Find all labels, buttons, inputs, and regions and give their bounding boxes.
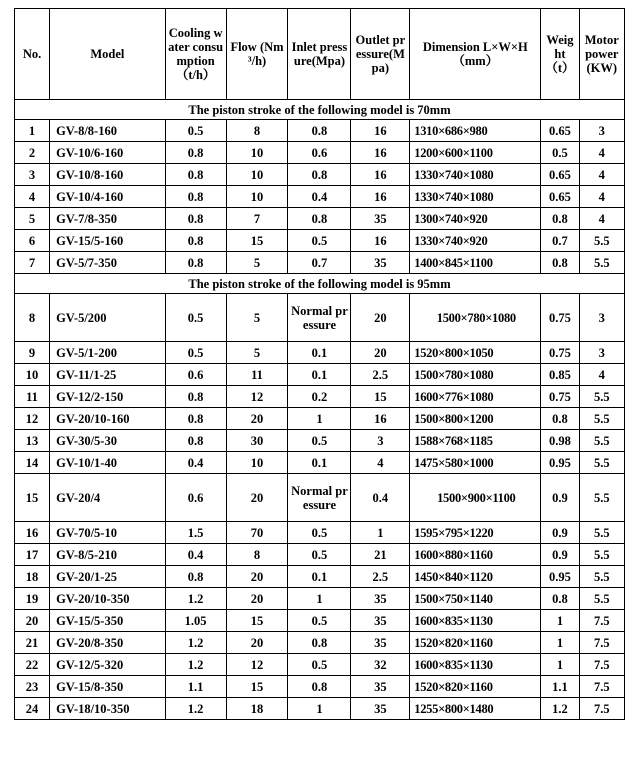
cell-outlet: 16 (351, 164, 410, 186)
cell-no: 11 (15, 386, 50, 408)
cell-no: 17 (15, 544, 50, 566)
cell-model: GV-15/5-350 (50, 610, 166, 632)
cell-no: 22 (15, 654, 50, 676)
cell-motor: 5.5 (579, 474, 624, 522)
cell-inlet: 0.1 (288, 364, 351, 386)
cell-motor: 7.5 (579, 676, 624, 698)
cell-model: GV-5/200 (50, 294, 166, 342)
cell-weight: 0.75 (541, 294, 579, 342)
cell-inlet: 0.5 (288, 430, 351, 452)
cell-motor: 5.5 (579, 386, 624, 408)
cell-dimension: 1400×845×1100 (410, 252, 541, 274)
header-row (15, 9, 625, 100)
cell-cooling: 0.8 (165, 430, 226, 452)
table-row (15, 452, 625, 474)
cell-cooling: 0.8 (165, 208, 226, 230)
section-title: The piston stroke of the following model is 70mm (15, 100, 625, 120)
table-row (15, 164, 625, 186)
cell-outlet: 35 (351, 610, 410, 632)
cell-motor: 5.5 (579, 252, 624, 274)
cell-flow: 7 (226, 208, 288, 230)
cell-cooling: 0.8 (165, 186, 226, 208)
cell-flow: 10 (226, 142, 288, 164)
cell-cooling: 0.4 (165, 544, 226, 566)
cell-motor: 5.5 (579, 544, 624, 566)
cell-outlet: 2.5 (351, 566, 410, 588)
cell-weight: 0.9 (541, 522, 579, 544)
cell-no: 15 (15, 474, 50, 522)
table-row (15, 632, 625, 654)
cell-model: GV-8/8-160 (50, 120, 166, 142)
cell-flow: 11 (226, 364, 288, 386)
cell-outlet: 16 (351, 408, 410, 430)
cell-inlet: 0.1 (288, 566, 351, 588)
cell-motor: 5.5 (579, 588, 624, 610)
cell-outlet: 16 (351, 186, 410, 208)
cell-weight: 0.75 (541, 342, 579, 364)
cell-motor: 5.5 (579, 522, 624, 544)
cell-dimension: 1475×580×1000 (410, 452, 541, 474)
cell-inlet: 0.4 (288, 186, 351, 208)
table-row (15, 544, 625, 566)
cell-inlet: 0.6 (288, 142, 351, 164)
cell-inlet: Normal pressure (288, 474, 351, 522)
cell-dimension: 1500×780×1080 (410, 364, 541, 386)
header-motor: Motor power (KW) (579, 9, 624, 100)
cell-dimension: 1300×740×920 (410, 208, 541, 230)
cell-weight: 0.5 (541, 142, 579, 164)
cell-dimension: 1500×800×1200 (410, 408, 541, 430)
cell-motor: 5.5 (579, 408, 624, 430)
cell-dimension: 1595×795×1220 (410, 522, 541, 544)
cell-dimension: 1450×840×1120 (410, 566, 541, 588)
cell-no: 19 (15, 588, 50, 610)
cell-weight: 0.7 (541, 230, 579, 252)
section-header-row (15, 100, 625, 120)
cell-flow: 20 (226, 408, 288, 430)
cell-inlet: 0.5 (288, 610, 351, 632)
cell-cooling: 0.8 (165, 252, 226, 274)
table-row (15, 566, 625, 588)
cell-flow: 10 (226, 452, 288, 474)
cell-dimension: 1588×768×1185 (410, 430, 541, 452)
cell-outlet: 20 (351, 342, 410, 364)
cell-cooling: 0.5 (165, 120, 226, 142)
cell-motor: 7.5 (579, 654, 624, 676)
cell-cooling: 0.6 (165, 474, 226, 522)
cell-dimension: 1520×820×1160 (410, 676, 541, 698)
cell-model: GV-20/8-350 (50, 632, 166, 654)
cell-flow: 15 (226, 610, 288, 632)
cell-weight: 0.8 (541, 408, 579, 430)
cell-no: 7 (15, 252, 50, 274)
cell-no: 24 (15, 698, 50, 720)
cell-motor: 4 (579, 164, 624, 186)
cell-inlet: 1 (288, 698, 351, 720)
cell-weight: 1 (541, 654, 579, 676)
cell-outlet: 4 (351, 452, 410, 474)
cell-weight: 0.9 (541, 544, 579, 566)
cell-cooling: 0.5 (165, 342, 226, 364)
cell-model: GV-11/1-25 (50, 364, 166, 386)
table-row (15, 294, 625, 342)
cell-cooling: 0.8 (165, 142, 226, 164)
cell-no: 20 (15, 610, 50, 632)
cell-dimension: 1500×750×1140 (410, 588, 541, 610)
cell-outlet: 1 (351, 522, 410, 544)
cell-cooling: 1.5 (165, 522, 226, 544)
cell-flow: 20 (226, 474, 288, 522)
cell-no: 14 (15, 452, 50, 474)
cell-weight: 1.1 (541, 676, 579, 698)
cell-outlet: 20 (351, 294, 410, 342)
cell-model: GV-5/7-350 (50, 252, 166, 274)
cell-cooling: 1.05 (165, 610, 226, 632)
cell-dimension: 1600×776×1080 (410, 386, 541, 408)
cell-motor: 5.5 (579, 430, 624, 452)
table-row (15, 408, 625, 430)
table-row (15, 522, 625, 544)
cell-dimension: 1200×600×1100 (410, 142, 541, 164)
cell-weight: 0.65 (541, 186, 579, 208)
cell-flow: 5 (226, 342, 288, 364)
cell-flow: 20 (226, 566, 288, 588)
cell-flow: 5 (226, 252, 288, 274)
table-row (15, 364, 625, 386)
cell-motor: 5.5 (579, 230, 624, 252)
cell-no: 4 (15, 186, 50, 208)
cell-inlet: 0.5 (288, 230, 351, 252)
cell-no: 23 (15, 676, 50, 698)
cell-inlet: 0.8 (288, 632, 351, 654)
cell-weight: 1 (541, 632, 579, 654)
cell-outlet: 16 (351, 120, 410, 142)
table-row (15, 142, 625, 164)
cell-flow: 10 (226, 186, 288, 208)
cell-outlet: 3 (351, 430, 410, 452)
cell-inlet: 0.7 (288, 252, 351, 274)
cell-cooling: 1.2 (165, 654, 226, 676)
cell-no: 18 (15, 566, 50, 588)
cell-model: GV-15/5-160 (50, 230, 166, 252)
cell-outlet: 32 (351, 654, 410, 676)
cell-weight: 0.8 (541, 588, 579, 610)
cell-outlet: 0.4 (351, 474, 410, 522)
cell-no: 2 (15, 142, 50, 164)
cell-flow: 10 (226, 164, 288, 186)
cell-dimension: 1330×740×1080 (410, 186, 541, 208)
table-row (15, 120, 625, 142)
cell-outlet: 16 (351, 142, 410, 164)
table-row (15, 230, 625, 252)
cell-no: 1 (15, 120, 50, 142)
cell-flow: 18 (226, 698, 288, 720)
cell-flow: 30 (226, 430, 288, 452)
cell-outlet: 35 (351, 632, 410, 654)
cell-weight: 0.9 (541, 474, 579, 522)
cell-weight: 0.75 (541, 386, 579, 408)
table-row (15, 186, 625, 208)
section-header-row (15, 274, 625, 294)
cell-weight: 0.85 (541, 364, 579, 386)
cell-model: GV-20/4 (50, 474, 166, 522)
header-outlet: Outlet pressure(Mpa) (351, 9, 410, 100)
cell-flow: 15 (226, 676, 288, 698)
cell-flow: 8 (226, 544, 288, 566)
table-row (15, 588, 625, 610)
cell-model: GV-18/10-350 (50, 698, 166, 720)
cell-weight: 1 (541, 610, 579, 632)
cell-no: 5 (15, 208, 50, 230)
section-title: The piston stroke of the following model is 95mm (15, 274, 625, 294)
cell-motor: 4 (579, 364, 624, 386)
cell-weight: 0.95 (541, 452, 579, 474)
cell-model: GV-10/8-160 (50, 164, 166, 186)
cell-weight: 0.8 (541, 208, 579, 230)
cell-outlet: 35 (351, 208, 410, 230)
cell-cooling: 0.8 (165, 164, 226, 186)
cell-model: GV-10/4-160 (50, 186, 166, 208)
cell-model: GV-15/8-350 (50, 676, 166, 698)
cell-model: GV-20/10-160 (50, 408, 166, 430)
cell-weight: 0.65 (541, 164, 579, 186)
table-row (15, 342, 625, 364)
cell-dimension: 1600×880×1160 (410, 544, 541, 566)
cell-cooling: 1.1 (165, 676, 226, 698)
cell-no: 8 (15, 294, 50, 342)
table-row (15, 474, 625, 522)
cell-dimension: 1600×835×1130 (410, 654, 541, 676)
cell-no: 12 (15, 408, 50, 430)
table-row (15, 386, 625, 408)
table-row (15, 208, 625, 230)
cell-inlet: 0.5 (288, 544, 351, 566)
cell-no: 21 (15, 632, 50, 654)
cell-no: 13 (15, 430, 50, 452)
cell-dimension: 1255×800×1480 (410, 698, 541, 720)
cell-cooling: 0.8 (165, 386, 226, 408)
cell-motor: 4 (579, 186, 624, 208)
table-row (15, 252, 625, 274)
cell-weight: 1.2 (541, 698, 579, 720)
cell-outlet: 2.5 (351, 364, 410, 386)
header-flow: Flow (Nm³/h) (226, 9, 288, 100)
cell-flow: 12 (226, 386, 288, 408)
cell-dimension: 1330×740×1080 (410, 164, 541, 186)
cell-cooling: 1.2 (165, 632, 226, 654)
cell-dimension: 1330×740×920 (410, 230, 541, 252)
cell-model: GV-5/1-200 (50, 342, 166, 364)
cell-dimension: 1500×900×1100 (410, 474, 541, 522)
cell-model: GV-10/1-40 (50, 452, 166, 474)
cell-model: GV-20/1-25 (50, 566, 166, 588)
cell-model: GV-30/5-30 (50, 430, 166, 452)
cell-model: GV-12/5-320 (50, 654, 166, 676)
table-row (15, 610, 625, 632)
table-row (15, 676, 625, 698)
cell-model: GV-20/10-350 (50, 588, 166, 610)
cell-motor: 7.5 (579, 698, 624, 720)
cell-inlet: 0.8 (288, 208, 351, 230)
cell-inlet: 0.5 (288, 522, 351, 544)
cell-cooling: 0.8 (165, 566, 226, 588)
cell-dimension: 1500×780×1080 (410, 294, 541, 342)
cell-dimension: 1310×686×980 (410, 120, 541, 142)
cell-no: 6 (15, 230, 50, 252)
cell-motor: 5.5 (579, 452, 624, 474)
cell-dimension: 1600×835×1130 (410, 610, 541, 632)
cell-motor: 7.5 (579, 632, 624, 654)
cell-cooling: 0.8 (165, 408, 226, 430)
cell-outlet: 35 (351, 676, 410, 698)
cell-motor: 4 (579, 142, 624, 164)
cell-outlet: 35 (351, 588, 410, 610)
cell-dimension: 1520×820×1160 (410, 632, 541, 654)
cell-no: 9 (15, 342, 50, 364)
cell-cooling: 1.2 (165, 698, 226, 720)
cell-outlet: 15 (351, 386, 410, 408)
cell-inlet: 0.2 (288, 386, 351, 408)
cell-model: GV-10/6-160 (50, 142, 166, 164)
header-model: Model (50, 9, 166, 100)
header-no: No. (15, 9, 50, 100)
header-dimension: Dimension L×W×H（mm） (410, 9, 541, 100)
cell-inlet: Normal pressure (288, 294, 351, 342)
cell-motor: 3 (579, 342, 624, 364)
cell-motor: 5.5 (579, 566, 624, 588)
table-row (15, 430, 625, 452)
cell-outlet: 21 (351, 544, 410, 566)
header-weight: Weight （t） (541, 9, 579, 100)
cell-flow: 20 (226, 632, 288, 654)
cell-motor: 4 (579, 208, 624, 230)
header-cooling: Cooling water consumption（t/h） (165, 9, 226, 100)
cell-inlet: 1 (288, 408, 351, 430)
cell-cooling: 0.8 (165, 230, 226, 252)
cell-inlet: 1 (288, 588, 351, 610)
cell-motor: 3 (579, 294, 624, 342)
cell-flow: 70 (226, 522, 288, 544)
cell-inlet: 0.8 (288, 120, 351, 142)
cell-motor: 3 (579, 120, 624, 142)
cell-weight: 0.95 (541, 566, 579, 588)
cell-outlet: 35 (351, 252, 410, 274)
table-row (15, 654, 625, 676)
cell-cooling: 0.4 (165, 452, 226, 474)
cell-weight: 0.8 (541, 252, 579, 274)
cell-dimension: 1520×800×1050 (410, 342, 541, 364)
cell-model: GV-8/5-210 (50, 544, 166, 566)
cell-motor: 7.5 (579, 610, 624, 632)
cell-flow: 20 (226, 588, 288, 610)
cell-outlet: 35 (351, 698, 410, 720)
cell-no: 10 (15, 364, 50, 386)
cell-weight: 0.98 (541, 430, 579, 452)
cell-model: GV-7/8-350 (50, 208, 166, 230)
cell-inlet: 0.1 (288, 452, 351, 474)
cell-inlet: 0.8 (288, 164, 351, 186)
compressor-spec-table (14, 8, 625, 720)
cell-cooling: 0.5 (165, 294, 226, 342)
cell-cooling: 0.6 (165, 364, 226, 386)
cell-outlet: 16 (351, 230, 410, 252)
cell-cooling: 1.2 (165, 588, 226, 610)
cell-flow: 8 (226, 120, 288, 142)
cell-weight: 0.65 (541, 120, 579, 142)
cell-inlet: 0.8 (288, 676, 351, 698)
cell-no: 3 (15, 164, 50, 186)
cell-flow: 12 (226, 654, 288, 676)
cell-inlet: 0.5 (288, 654, 351, 676)
cell-flow: 15 (226, 230, 288, 252)
cell-model: GV-70/5-10 (50, 522, 166, 544)
cell-model: GV-12/2-150 (50, 386, 166, 408)
header-inlet: Inlet pressure(Mpa) (288, 9, 351, 100)
cell-flow: 5 (226, 294, 288, 342)
cell-no: 16 (15, 522, 50, 544)
table-row (15, 698, 625, 720)
cell-inlet: 0.1 (288, 342, 351, 364)
